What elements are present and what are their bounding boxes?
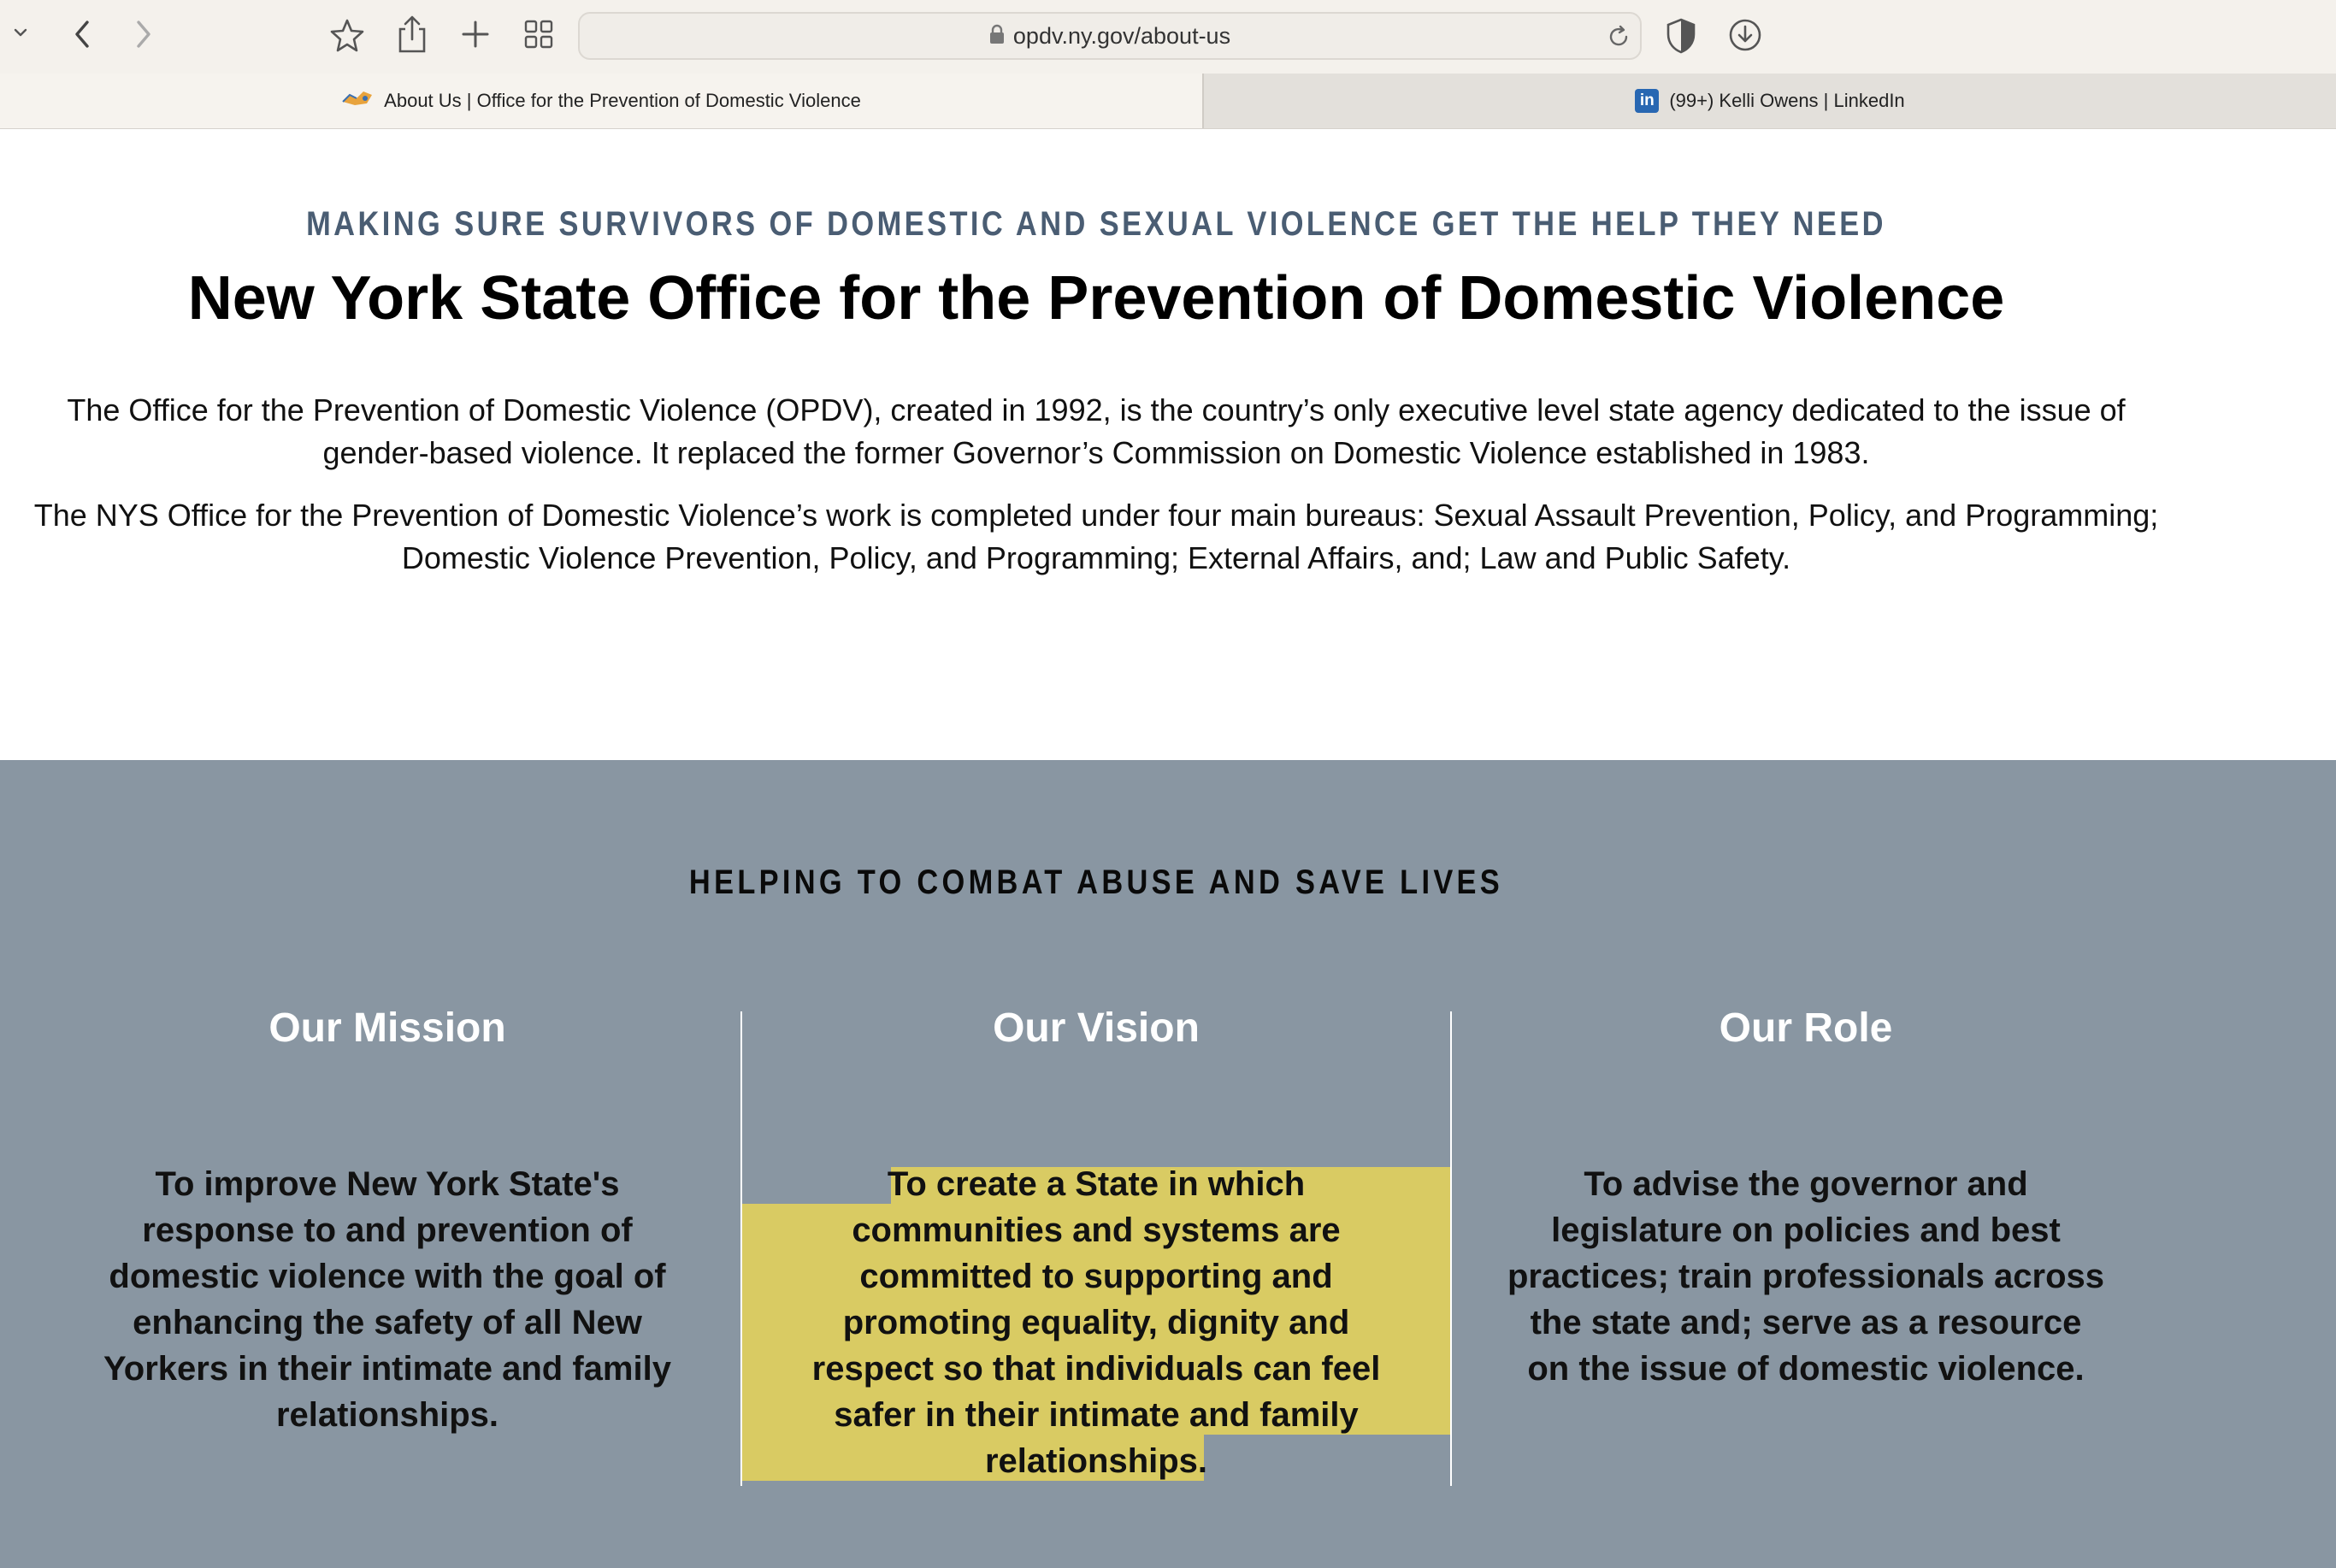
role-title: Our Role [1719,1005,1893,1051]
vision-body: To create a State in which communities and systems are committed to supporting and promoting equality, dignity and respect so that individuals can feel safer in their intimate and family relationships. [811,1165,1381,1480]
page-title: New York State Office for the Prevention of Domestic Violence [187,264,2005,333]
role-body: To advise the governor and legislature on policies and best practices; train professionals across the state and; serve as a resource on the issue of domestic violence. [1507,1165,2105,1388]
shield-icon[interactable] [1664,17,1698,55]
column-divider [1450,1011,1452,1486]
url-text: opdv.ny.gov/about-us [1012,22,1231,49]
browser-toolbar [0,0,2336,74]
tab-linkedin[interactable] [1202,74,2336,128]
ny-state-favicon-icon [341,88,374,114]
reload-icon[interactable] [1606,24,1631,54]
vision-title: Our Vision [993,1005,1200,1051]
intro-paragraph-2: The NYS Office for the Prevention of Domestic Violence’s work is completed under four main bureaus: Sexual Assault Prevention, Policy, and Programming; Domestic Violence Prevention, Policy, and Programming; External Affairs, and; Law and Public Safety. [33,498,2159,575]
star-icon[interactable] [328,17,366,55]
download-icon[interactable] [1727,17,1763,53]
lock-icon [989,24,1005,49]
tab-label: (99+) Kelli Owens | LinkedIn [1669,90,1905,111]
back-icon[interactable] [68,17,96,51]
linkedin-icon: in [1635,89,1659,113]
chevron-down-icon[interactable] [12,24,29,41]
share-icon[interactable] [395,14,429,55]
mission-body: To improve New York State's response to and prevention of domestic violence with the goal of enhancing the safety of all New Yorkers in their intimate and family relationships. [103,1165,671,1434]
band-title: HELPING TO COMBAT ABUSE AND SAVE LIVES [688,864,1504,901]
intro-paragraph-1: The Office for the Prevention of Domestic Violence (OPDV), created in 1992, is the country’s only executive level state agency dedicated to the issue of gender-based violence. It replaced the former Governor’s Commission on Domestic Violence established in 1983. [67,392,2126,470]
address-bar[interactable] [578,12,1642,60]
page-kicker: MAKING SURE SURVIVORS OF DOMESTIC AND SEXUAL VIOLENCE GET THE HELP THEY NEED [306,205,1886,243]
plus-icon[interactable] [460,19,491,50]
tab-label: About Us | Office for the Prevention of Domestic Violence [384,90,861,111]
forward-icon[interactable] [130,17,157,51]
mission-title: Our Mission [268,1005,506,1051]
grid-icon[interactable] [523,19,554,50]
tab-bar [0,74,2336,129]
tab-about-us[interactable] [0,74,1202,128]
